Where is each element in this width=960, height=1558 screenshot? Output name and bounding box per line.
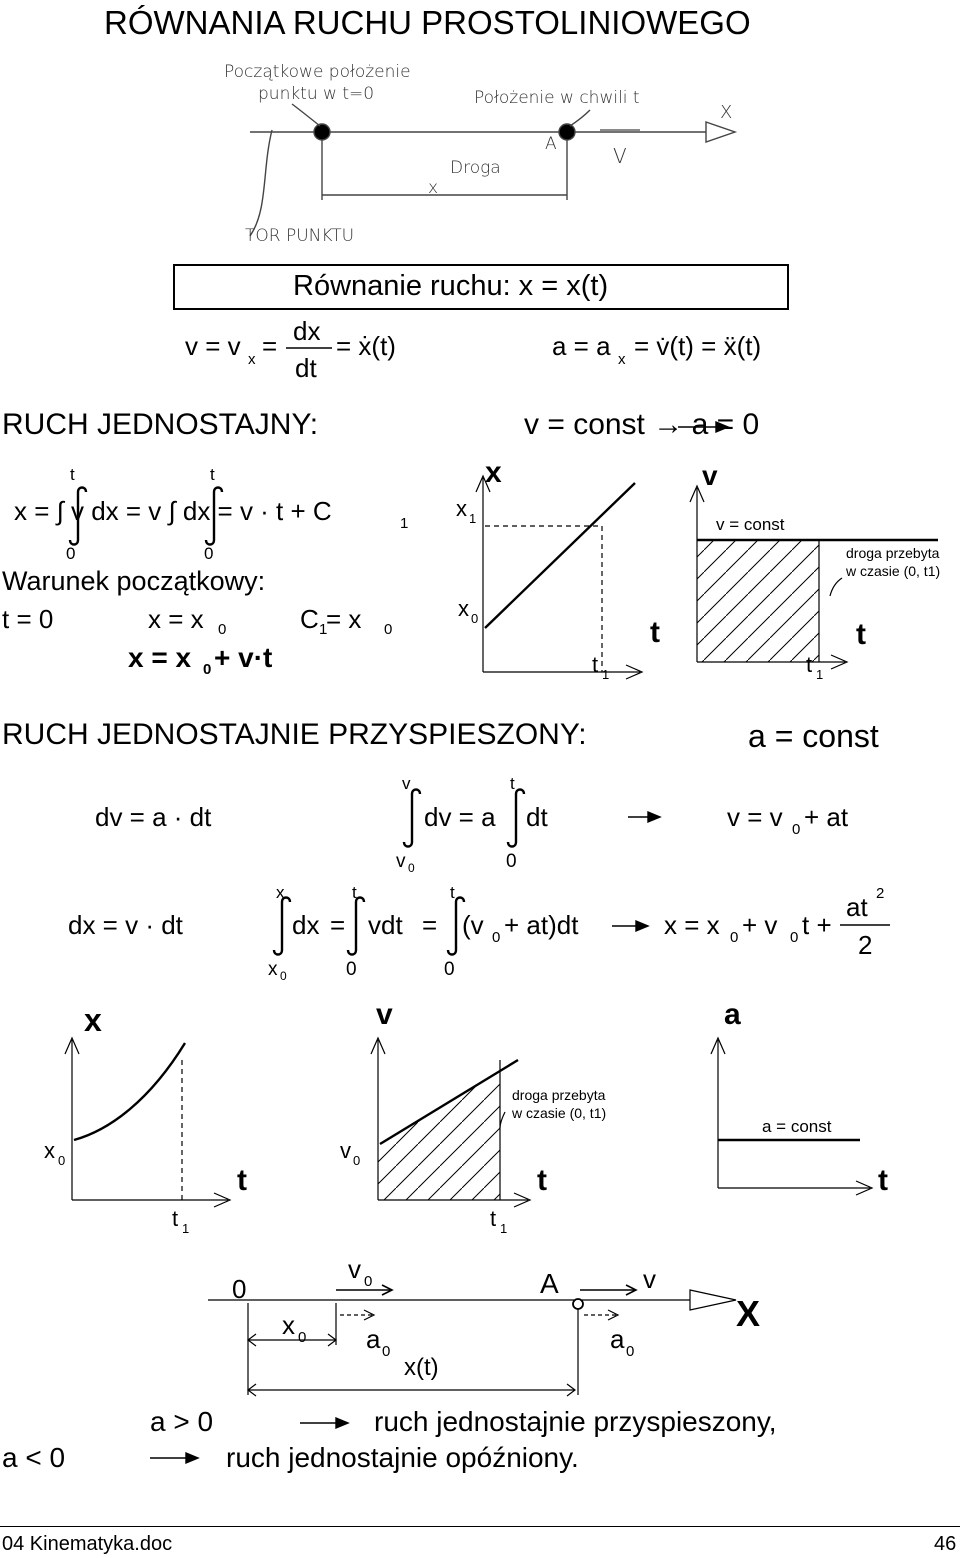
uniform-xt-xlabel: t <box>650 616 660 649</box>
uniform-xt-x1-sub: 1 <box>469 511 477 526</box>
uniform-result-rest: + v·t <box>214 642 273 673</box>
initial-point-marker <box>314 124 330 140</box>
uniform-result-sub: 0 <box>203 661 212 678</box>
accel-vt-area-label-2: w czasie (0, t1) <box>512 1105 607 1121</box>
uniform-xt-t1-sub: 1 <box>602 667 610 682</box>
tor-punktu-label: TOR PUNKTU <box>245 226 355 246</box>
accel-eq2-paren-rest: + at)dt <box>504 910 579 940</box>
initial-position-label: Początkowe położenie <box>224 62 411 82</box>
accelerated-condition: a = const <box>748 718 879 754</box>
uniform-vt-area-label-2: w czasie (0, t1) <box>846 563 941 579</box>
accel-at-ylabel: a <box>724 998 741 1031</box>
init-x-sub: 0 <box>218 621 227 638</box>
accel-eq1-left: dv = a · dt <box>95 802 212 832</box>
integral-upper-1: t <box>70 465 75 484</box>
v0-label-sub: 0 <box>364 1273 373 1290</box>
accel-eq1-result-sub: 0 <box>792 821 801 838</box>
accel-xt-ylabel: x <box>84 1002 102 1038</box>
area-pointer <box>830 578 842 596</box>
accel-eq-left: a = a <box>552 331 611 361</box>
accel-eq2-left: dx = v · dt <box>68 910 183 940</box>
axis-x-label: X <box>720 102 733 123</box>
area-hatch <box>697 540 819 662</box>
xt-label: x(t) <box>404 1354 439 1381</box>
footer-filename: 04 Kinematyka.doc <box>2 1533 173 1555</box>
accel-at-const-label: a = const <box>762 1117 832 1136</box>
velocity-eq-denominator: dt <box>295 353 317 383</box>
accelerated-heading: RUCH JEDNOSTAJNIE PRZYSPIESZONY: <box>2 718 587 751</box>
uniform-xt-x0-sub: 0 <box>471 611 479 626</box>
velocity-v-label: V <box>613 144 627 168</box>
accel-eq2-result-sub2: 0 <box>790 929 799 946</box>
bottom-trajectory <box>208 1285 736 1396</box>
velocity-eq-equals: = <box>262 331 278 361</box>
accel-eq1-lower-t: 0 <box>506 851 517 872</box>
a0-left-label-sub: 0 <box>382 1343 391 1360</box>
accel-xt-xlabel: t <box>237 1164 247 1197</box>
init-t: t = 0 <box>2 604 54 634</box>
uniform-xt-x1: x <box>456 496 467 521</box>
initial-condition-label: Warunek początkowy: <box>2 566 266 596</box>
uniform-vt-area-label-1: droga przebyta <box>846 545 940 561</box>
integral-lower-1: 0 <box>66 544 76 563</box>
v0-label: v <box>348 1254 361 1284</box>
current-point-marker <box>559 124 575 140</box>
accel-eq2-lower-0b: 0 <box>444 959 455 980</box>
accel-eq2-upper-x: x <box>276 883 285 902</box>
accel-eq-rhs: = v̇(t) = ẍ(t) <box>634 331 762 361</box>
accel-eq2-result: x = x <box>664 910 720 940</box>
accel-vt-v0-sub: 0 <box>353 1153 361 1168</box>
accel-vt-v0: v <box>340 1138 351 1163</box>
accel-vt-xlabel: t <box>537 1164 547 1197</box>
init-x: x = x <box>148 604 204 634</box>
accel-eq1-upper-t: t <box>510 774 515 793</box>
accel-eq1-mid2: dt <box>526 802 548 832</box>
area-pointer <box>500 1112 505 1128</box>
accel-eq2-result-sub: 0 <box>730 929 739 946</box>
accel-eq2-eq2: = <box>422 910 438 940</box>
accel-eq1-result: v = v <box>727 802 783 832</box>
uniform-vt-ylabel: v <box>702 460 718 491</box>
tor-pointer <box>250 130 272 236</box>
conclusion-text-2: ruch jednostajnie opóźniony. <box>226 1442 579 1473</box>
initial-position-label-2: punktu w t=0 <box>258 84 375 104</box>
velocity-eq-rhs: = ẋ(t) <box>336 331 396 361</box>
init-c-sub: 1 <box>319 621 328 638</box>
motion-equation: Równanie ruchu: x = x(t) <box>293 270 609 302</box>
uniform-result: x = x <box>128 642 192 673</box>
a0-left-label: a <box>366 1324 381 1354</box>
accel-vt-graph <box>371 1038 530 1207</box>
page-title: RÓWNANIA RUCHU PROSTOLINIOWEGO <box>104 4 751 41</box>
accel-eq1-result-rest: + at <box>804 802 849 832</box>
accel-eq2-lower-x-sub: 0 <box>280 969 287 983</box>
integral-upper-2: t <box>210 465 215 484</box>
accel-at-xlabel: t <box>878 1164 888 1197</box>
uniform-integral-sub: 1 <box>400 515 409 532</box>
accel-eq2-lower-0a: 0 <box>346 959 357 980</box>
v-bottom-label: v <box>643 1264 656 1294</box>
accel-eq2-eq1: = <box>330 910 346 940</box>
accel-vt-t1-sub: 1 <box>500 1221 508 1236</box>
accel-eq2-paren: (v <box>462 910 484 940</box>
accel-eq2-frac-sup: 2 <box>876 885 885 902</box>
accel-xt-x0: x <box>44 1138 55 1163</box>
uniform-vt-t1-sub: 1 <box>816 667 824 682</box>
accel-xt-t1-sub: 1 <box>182 1221 190 1236</box>
accel-eq1-lower-v-sub: 0 <box>408 861 415 875</box>
uniform-vt-t1: t <box>806 652 813 677</box>
initial-pointer <box>292 104 320 126</box>
droga-label: Droga <box>450 158 501 178</box>
uniform-condition: v = const → a = 0 <box>524 408 760 441</box>
uniform-xt-graph <box>476 476 642 682</box>
uniform-heading: RUCH JEDNOSTAJNY: <box>2 408 319 441</box>
a0-right-label-sub: 0 <box>626 1343 635 1360</box>
origin-label: 0 <box>232 1274 247 1304</box>
linear-x-line <box>485 483 635 628</box>
init-c-rhs: = x <box>326 604 362 634</box>
integral-lower-2: 0 <box>204 544 214 563</box>
init-c: C <box>300 604 319 634</box>
accel-eq1-upper-v: v <box>402 774 411 793</box>
uniform-xt-ylabel: x <box>485 456 502 489</box>
accel-eq-sub: x <box>618 351 626 368</box>
accel-xt-x0-sub: 0 <box>58 1153 66 1168</box>
conclusion-cond-1: a > 0 <box>150 1406 214 1437</box>
uniform-xt-t1: t <box>592 652 599 677</box>
accel-eq2-paren-sub: 0 <box>492 929 501 946</box>
uniform-vt-xlabel: t <box>856 618 866 651</box>
footer-page-number: 46 <box>934 1533 957 1555</box>
accel-xt-graph <box>65 1038 230 1207</box>
x-label: x <box>428 178 439 198</box>
velocity-eq-numerator: dx <box>293 316 321 346</box>
a0-right-label: a <box>610 1324 625 1354</box>
accel-eq2-upper-t2: t <box>450 883 455 902</box>
x0-label: x <box>282 1310 295 1340</box>
x0-label-sub: 0 <box>298 1329 307 1346</box>
axis-arrow-head <box>706 122 735 142</box>
accel-eq1-mid: dv = a <box>424 802 496 832</box>
accel-xt-t1: t <box>172 1206 179 1231</box>
x-axis-bottom-label: X <box>736 1293 761 1334</box>
accel-eq2-lower-x: x <box>268 959 278 980</box>
accel-eq2-upper-t1: t <box>352 883 357 902</box>
conclusion-text-1: ruch jednostajnie przyspieszony, <box>374 1406 777 1437</box>
init-c-rhs-sub: 0 <box>384 621 393 638</box>
uniform-integral-eq: x = ∫ v dx = v ∫ dx = v · t + C <box>14 496 332 526</box>
velocity-eq-sub: x <box>248 351 256 368</box>
accel-vt-area-label-1: droga przebyta <box>512 1087 606 1103</box>
footer-divider <box>0 1526 960 1527</box>
current-pointer <box>570 110 590 126</box>
point-a-label: A <box>545 134 557 154</box>
accel-eq1-lower-v: v <box>396 851 406 872</box>
accel-eq2-vdt: vdt <box>368 910 403 940</box>
parabolic-x-curve <box>74 1043 185 1140</box>
accel-eq2-frac-num: at <box>846 892 868 922</box>
accel-eq2-result-mid: + v <box>742 910 778 940</box>
accel-eq2-result-t: t + <box>802 910 832 940</box>
conclusion-cond-2: a < 0 <box>2 1442 66 1473</box>
accel-eq2-dx: dx <box>292 910 320 940</box>
point-a-bottom-label: A <box>540 1268 559 1299</box>
position-at-t-label: Położenie w chwili t <box>474 88 640 108</box>
uniform-xt-x0: x <box>458 596 469 621</box>
accel-vt-t1: t <box>490 1206 497 1231</box>
accel-eq2-frac-den: 2 <box>858 930 873 960</box>
accel-vt-ylabel: v <box>376 998 393 1031</box>
uniform-vt-const-label: v = const <box>716 515 785 534</box>
velocity-eq-left: v = v <box>185 331 241 361</box>
